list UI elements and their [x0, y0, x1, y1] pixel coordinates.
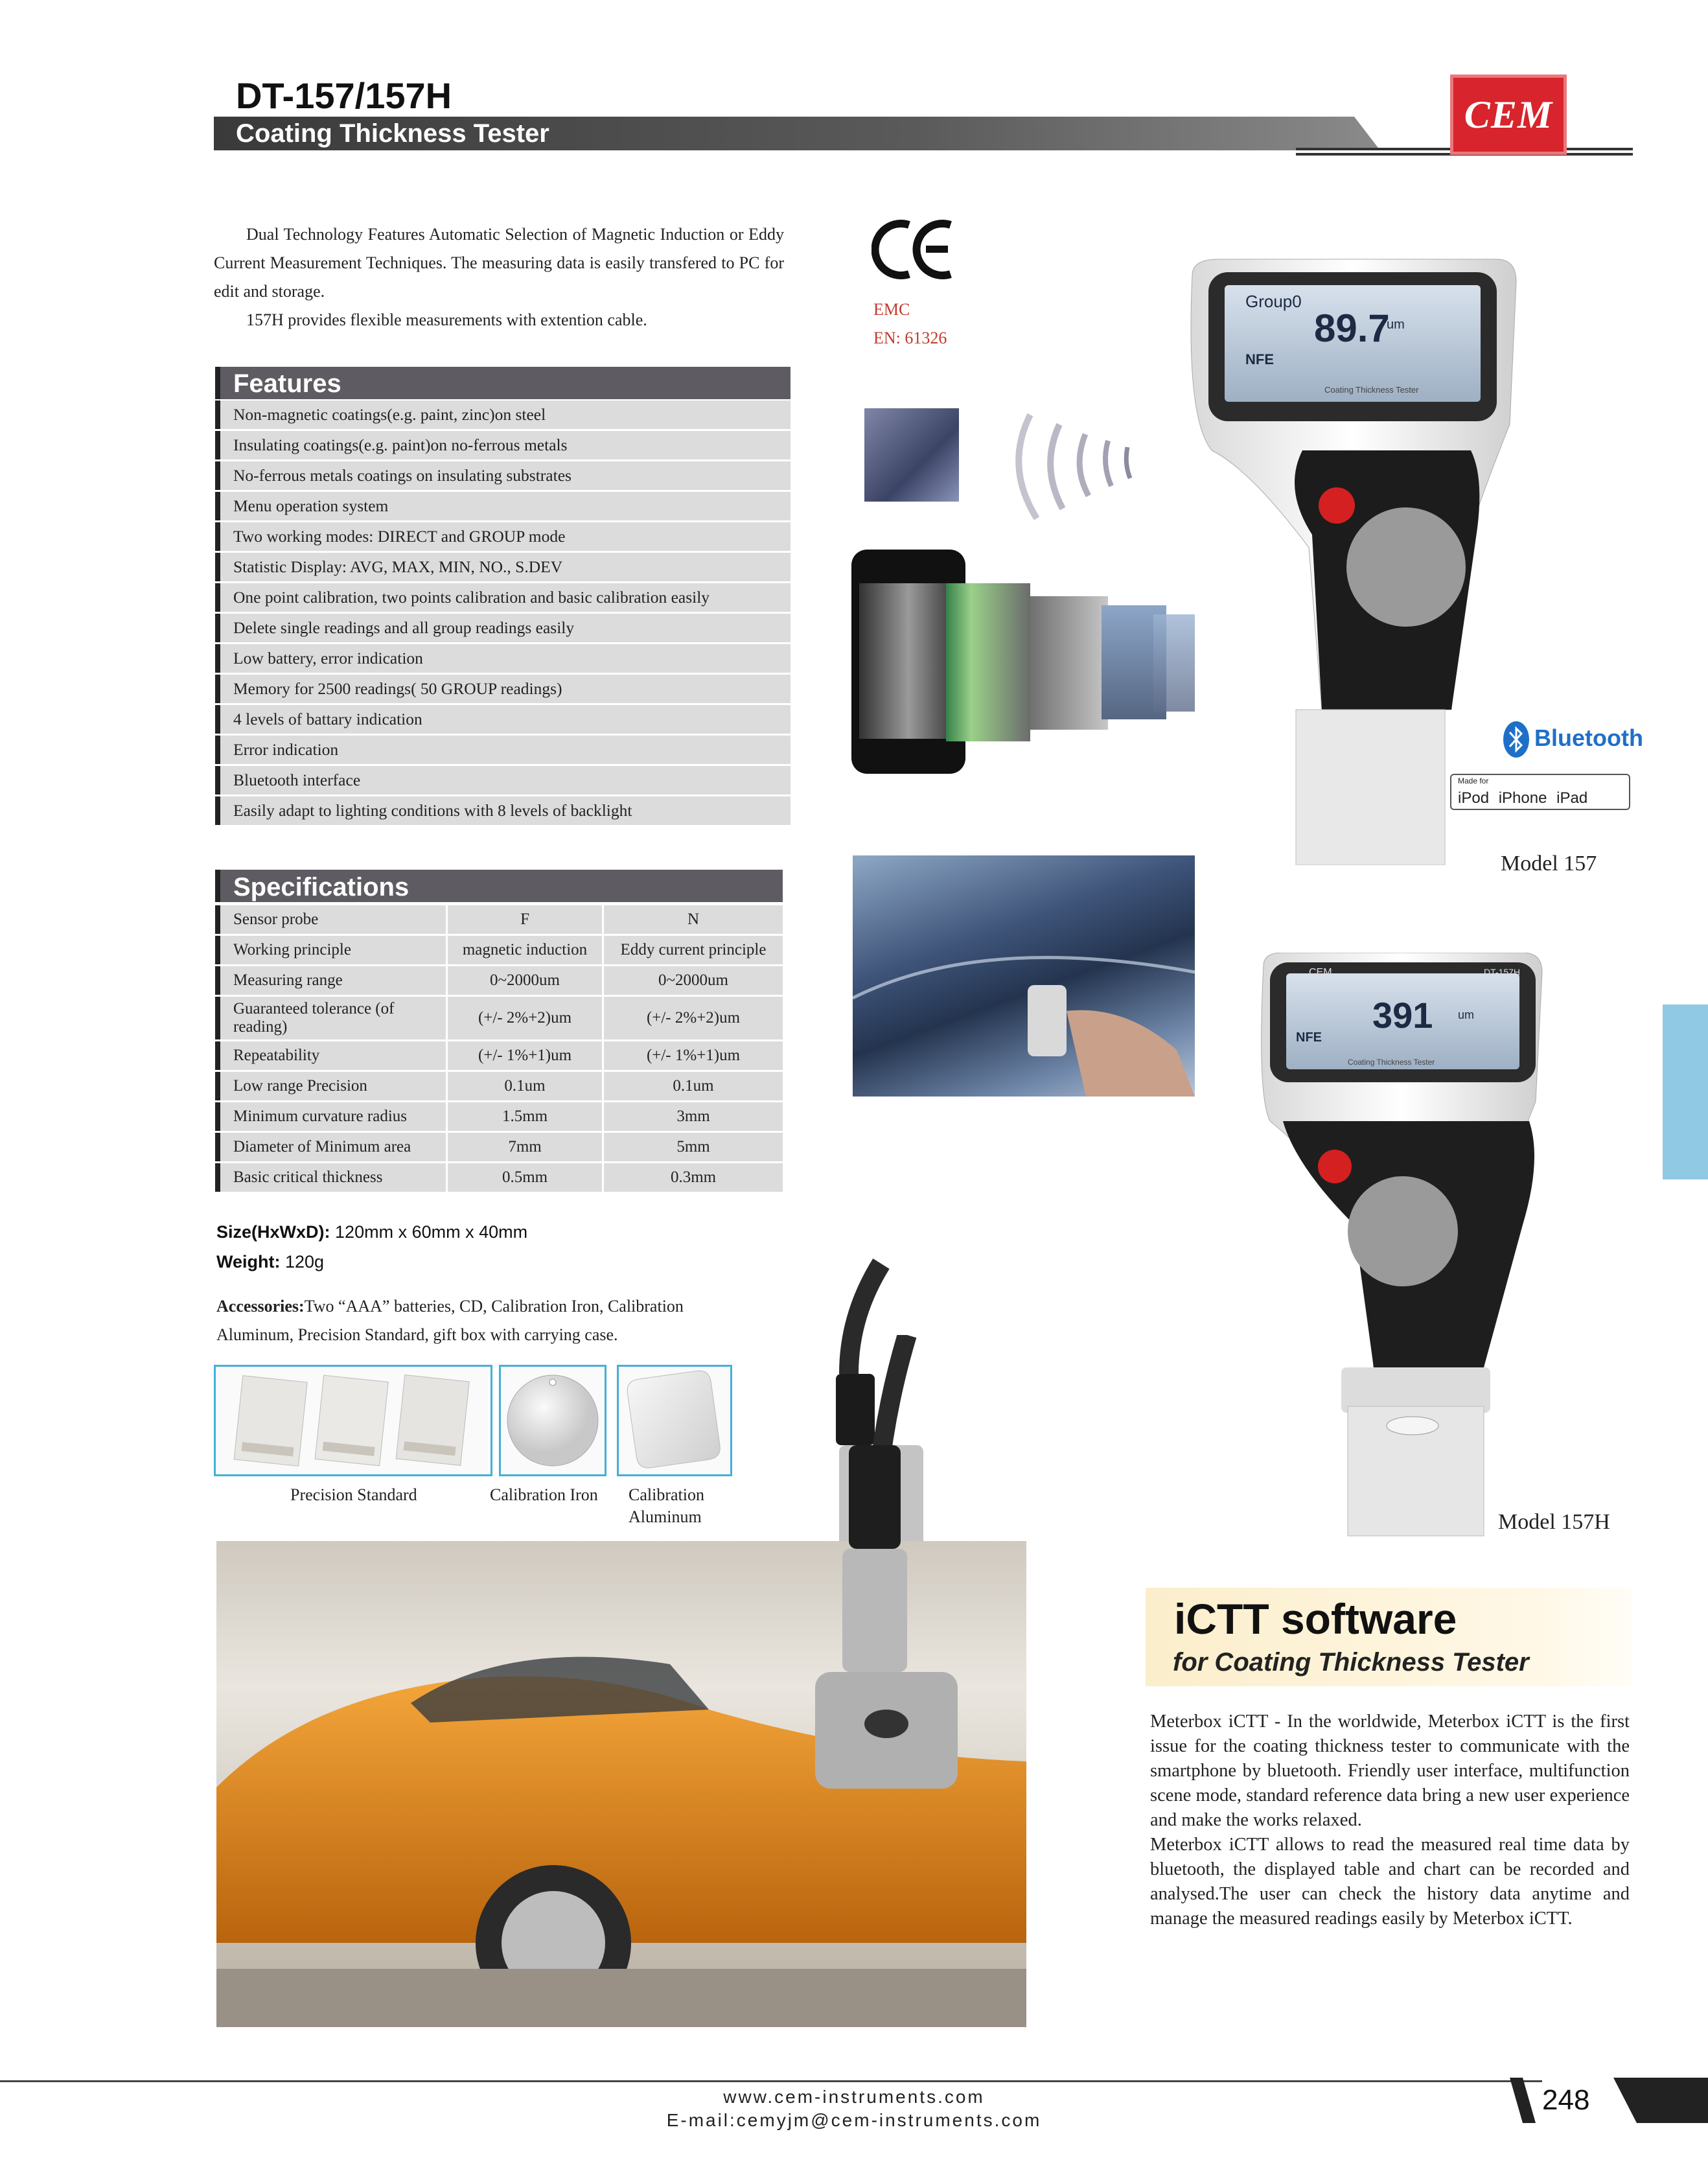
accessories-label: Accessories:	[216, 1297, 305, 1316]
ictt-paragraph-2: Meterbox iCTT allows to read the measured real time data by bluetooth, the displayed table and chart can be recorded and analysed.The user can check the history data anytime and manage the measured readings easily by Meterbox iCTT.	[1150, 1835, 1630, 1929]
intro-text	[214, 220, 784, 334]
bluetooth-label: Bluetooth	[1534, 725, 1643, 751]
size-value: 120mm x 60mm x 40mm	[335, 1222, 528, 1242]
page-title: DT-157/157H	[236, 75, 452, 116]
logo-text: CEM	[1464, 93, 1553, 136]
spec-label: Diameter of Minimum area	[215, 1133, 446, 1161]
feature-item: Non-magnetic coatings(e.g. paint, zinc)on steel	[215, 400, 791, 429]
emc-certification	[873, 296, 947, 353]
caption-calibration-aluminum: Calibration Aluminum	[629, 1485, 704, 1526]
spec-value-f: (+/- 2%+2)um	[446, 997, 602, 1039]
feature-item: Bluetooth interface	[215, 766, 791, 795]
table-row	[215, 905, 783, 934]
specifications-table	[215, 903, 783, 1194]
emc-standard: EN: 61326	[873, 329, 947, 347]
wireless-signal-icon	[991, 389, 1160, 538]
model-157h-model-mark: DT-157H	[1484, 967, 1521, 977]
feature-item: Insulating coatings(e.g. paint)on no-ferrous metals	[215, 431, 791, 459]
accessories-text	[216, 1292, 754, 1349]
spec-value-n: 0.3mm	[602, 1163, 783, 1192]
calibration-aluminum-image	[617, 1365, 732, 1476]
side-tab	[1663, 1004, 1708, 1179]
model-157h-screen-unit: um	[1458, 1008, 1475, 1021]
model-157-screen-mode: NFE	[1245, 351, 1274, 367]
spec-value-n: Eddy current principle	[602, 936, 783, 964]
weight-label: Weight:	[216, 1252, 281, 1271]
spec-value-n: 3mm	[602, 1102, 783, 1131]
spec-value-f: 0.1um	[446, 1072, 602, 1100]
feature-item: Menu operation system	[215, 492, 791, 520]
intro-paragraph-1: Dual Technology Features Automatic Selection of Magnetic Induction or Eddy Current Measurement Techniques. The measuring data is easily transfered to PC for edit and storage.	[214, 225, 784, 301]
feature-item: Two working modes: DIRECT and GROUP mode	[215, 522, 791, 551]
spec-label: Repeatability	[215, 1041, 446, 1070]
made-for-iphone: iPhone	[1498, 789, 1547, 807]
specifications-heading: Specifications	[215, 870, 783, 902]
spec-value-n: (+/- 2%+2)um	[602, 997, 783, 1039]
table-row	[215, 1133, 783, 1161]
feature-item: 4 levels of battary indication	[215, 705, 791, 734]
footer-website[interactable]: www.cem-instruments.com	[723, 2087, 985, 2107]
page-subtitle: Coating Thickness Tester	[236, 119, 549, 148]
cem-logo	[1450, 75, 1567, 155]
accessories-value: Two “AAA” batteries, CD, Calibration Iron, Calibration Aluminum, Precision Standard, gift box with carrying case.	[216, 1297, 684, 1344]
ictt-description	[1150, 1710, 1630, 1931]
made-for-badge	[1450, 774, 1630, 810]
weight-value: 120g	[285, 1252, 325, 1271]
table-row	[215, 966, 783, 995]
app-screen-2	[1030, 596, 1108, 730]
calibration-aluminum-plate	[619, 1367, 730, 1474]
spec-value-f: 0.5mm	[446, 1163, 602, 1192]
intro-paragraph-2: 157H provides flexible measurements with extention cable.	[246, 310, 647, 329]
model-157h-device-label: Coating Thickness Tester	[1348, 1058, 1435, 1067]
made-for-devices	[1458, 789, 1587, 807]
spec-label: Guaranteed tolerance (of reading)	[215, 997, 446, 1039]
app-screen-1	[946, 583, 1030, 741]
model-157h-screen-mode: NFE	[1296, 1030, 1322, 1045]
footer-email[interactable]: E-mail:cemyjm@cem-instruments.com	[666, 2110, 1042, 2130]
feature-item: Easily adapt to lighting conditions with 8 levels of backlight	[215, 796, 791, 825]
spec-value-n: 0.1um	[602, 1072, 783, 1100]
model-157-device-label: Coating Thickness Tester	[1324, 385, 1419, 395]
precision-standard-image	[214, 1365, 492, 1476]
table-row	[215, 1041, 783, 1070]
feature-item: Delete single readings and all group readings easily	[215, 614, 791, 642]
feature-item: Memory for 2500 readings( 50 GROUP readings)	[215, 675, 791, 703]
ictt-subtitle: for Coating Thickness Tester	[1173, 1648, 1529, 1677]
emc-label: EMC	[873, 300, 910, 319]
precision-standard-foils	[216, 1367, 490, 1474]
size-line	[216, 1222, 527, 1242]
spec-value-n: N	[602, 905, 783, 934]
model-157h-brand-mark: CEM	[1309, 967, 1332, 978]
spec-label: Measuring range	[215, 966, 446, 995]
page-number-tab	[1510, 2078, 1708, 2123]
bluetooth-icon	[1502, 721, 1530, 758]
calibration-iron-image	[499, 1365, 606, 1476]
feature-item: Statistic Display: AVG, MAX, MIN, NO., S.DEV	[215, 553, 791, 581]
made-for-ipod: iPod	[1458, 789, 1490, 807]
table-row	[215, 1102, 783, 1131]
spec-label: Basic critical thickness	[215, 1163, 446, 1192]
made-for-title: Made for	[1458, 776, 1489, 785]
ce-mark-icon	[871, 217, 956, 282]
spec-label: Low range Precision	[215, 1072, 446, 1100]
spec-value-f: 1.5mm	[446, 1102, 602, 1131]
model-157-screen-unit: um	[1387, 318, 1405, 332]
spec-value-n: (+/- 1%+1)um	[602, 1041, 783, 1070]
ictt-title: iCTT software	[1174, 1595, 1457, 1643]
table-row	[215, 936, 783, 964]
calibration-iron-disc	[501, 1367, 605, 1474]
weight-line	[216, 1252, 324, 1272]
probe-cable-image	[803, 1335, 972, 1789]
feature-item: No-ferrous metals coatings on insulating substrates	[215, 461, 791, 490]
spec-value-f: magnetic induction	[446, 936, 602, 964]
caption-calibration-iron: Calibration Iron	[490, 1485, 598, 1504]
spec-label: Working principle	[215, 936, 446, 964]
model-157-screen-reading: 89.7	[1314, 307, 1390, 350]
made-for-ipad: iPad	[1556, 789, 1588, 807]
table-row	[215, 997, 783, 1039]
coating-sample-image	[864, 408, 959, 502]
table-row	[215, 1163, 783, 1192]
ictt-paragraph-1: Meterbox iCTT - In the worldwide, Meterbox iCTT is the first issue for the coating thickness tester to communicate with the smartphone by bluetooth. Friendly user interface, multifunction scene mode, standard reference data bring a new user experience and make the works relaxed.	[1150, 1712, 1630, 1830]
features-list	[215, 400, 791, 827]
page-number: 248	[1542, 2084, 1590, 2116]
feature-item: Error indication	[215, 736, 791, 764]
smartphone-screen	[859, 583, 958, 739]
caption-precision-standard: Precision Standard	[290, 1485, 417, 1504]
footer-rule	[0, 2080, 1542, 2082]
spec-value-f: 7mm	[446, 1133, 602, 1161]
model-157-caption: Model 157	[1501, 852, 1597, 876]
spec-label: Minimum curvature radius	[215, 1102, 446, 1131]
model-157h-caption: Model 157H	[1498, 1510, 1610, 1534]
spec-value-f: F	[446, 905, 602, 934]
spec-value-f: (+/- 1%+1)um	[446, 1041, 602, 1070]
feature-item: One point calibration, two points calibration and basic calibration easily	[215, 583, 791, 612]
spec-value-n: 0~2000um	[602, 966, 783, 995]
model-157-screen-group: Group0	[1245, 292, 1302, 311]
feature-item: Low battery, error indication	[215, 644, 791, 673]
size-label: Size(HxWxD):	[216, 1222, 330, 1242]
model-157h-screen-reading: 391	[1372, 995, 1433, 1036]
spec-value-f: 0~2000um	[446, 966, 602, 995]
table-row	[215, 1072, 783, 1100]
features-heading: Features	[215, 367, 791, 399]
spec-label: Sensor probe	[215, 905, 446, 934]
spec-value-n: 5mm	[602, 1133, 783, 1161]
